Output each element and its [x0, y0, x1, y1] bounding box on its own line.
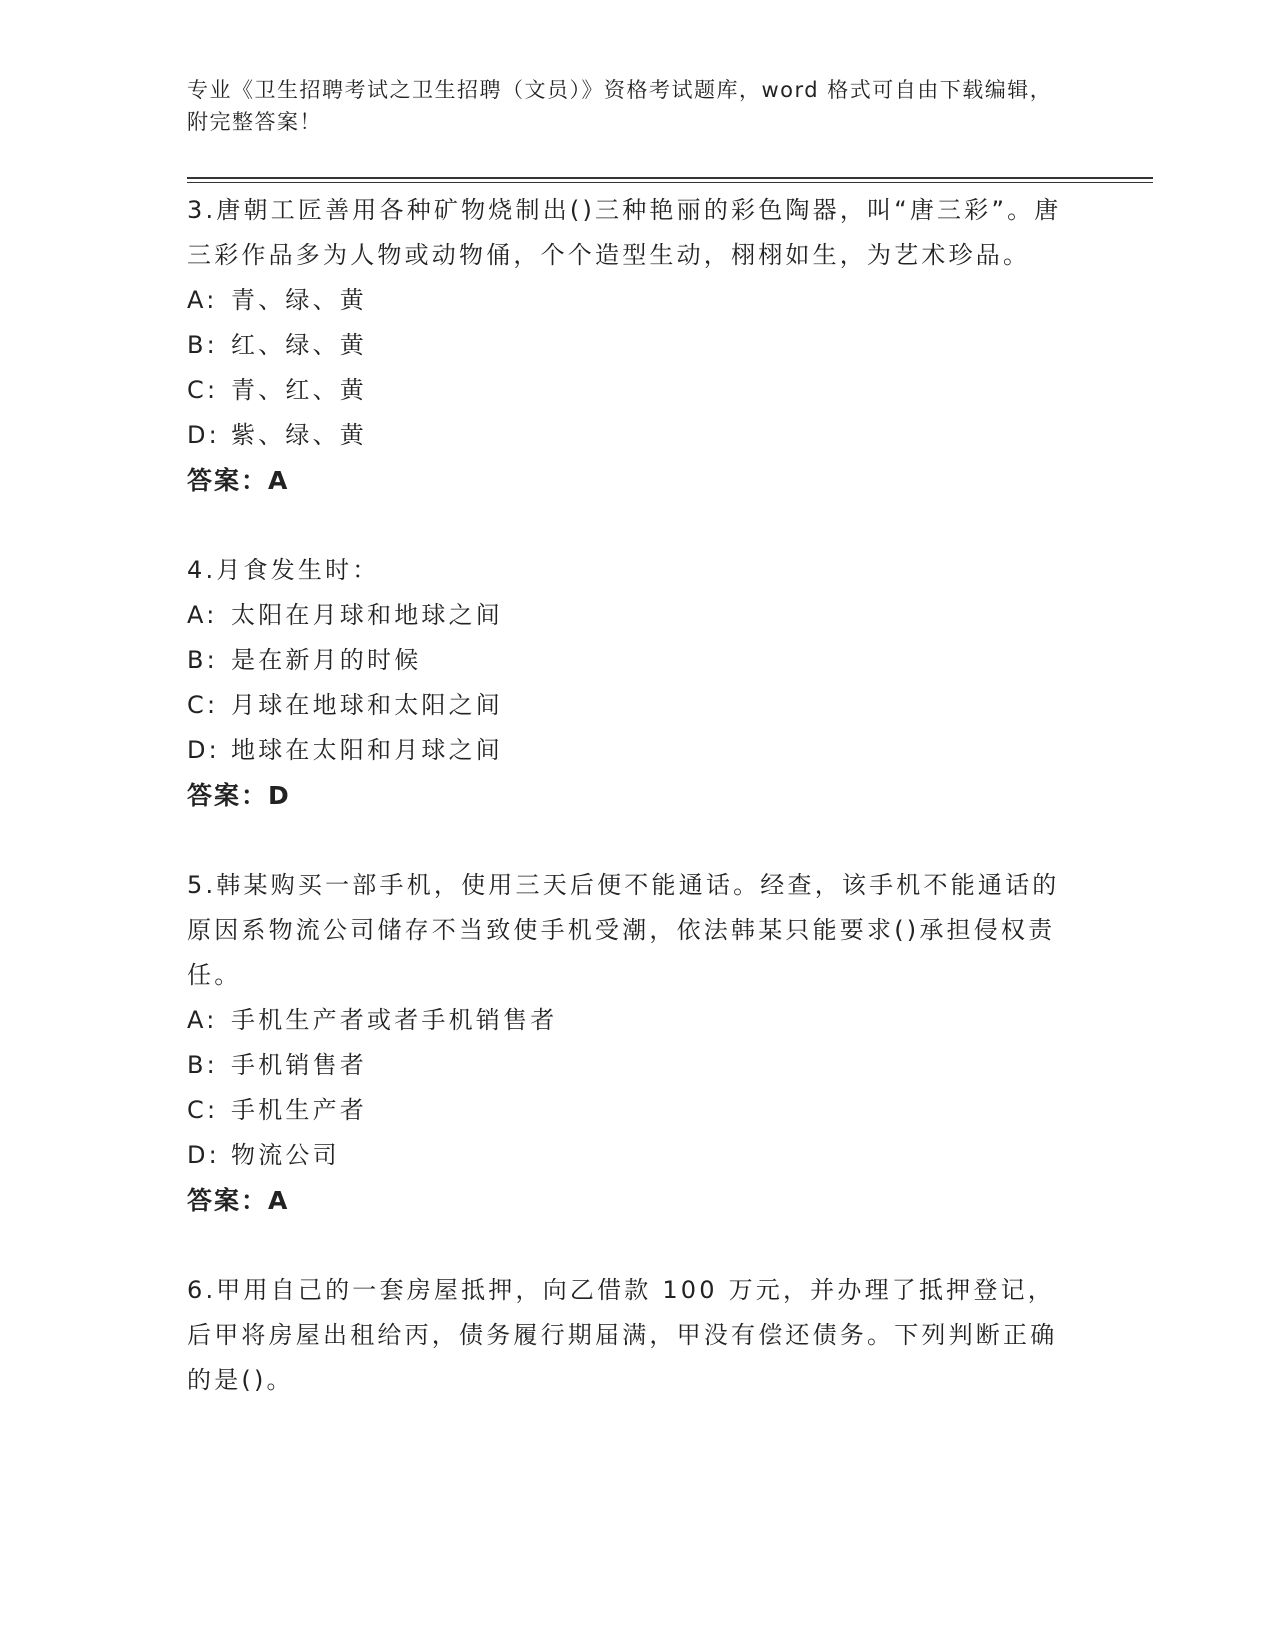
question-6	[187, 1268, 1067, 1403]
question-stem: 3.唐朝工匠善用各种矿物烧制出()三种艳丽的彩色陶器，叫“唐三彩”。唐三彩作品多为人物或动物俑，个个造型生动，栩栩如生，为艺术珍品。	[187, 196, 1062, 269]
option-c	[187, 368, 1067, 413]
answer-line: 答案：A	[187, 1186, 290, 1215]
option-b	[187, 638, 1067, 683]
option-b	[187, 323, 1067, 368]
question-list	[187, 188, 1067, 1403]
option-text: 手机生产者	[231, 1096, 367, 1124]
question-stem: 5.韩某购买一部手机，使用三天后便不能通话。经查，该手机不能通话的原因系物流公司储存不当致使手机受潮，依法韩某只能要求()承担侵权责任。	[187, 871, 1060, 989]
answer-line: 答案：D	[187, 781, 291, 810]
option-text: 青、红、黄	[231, 376, 367, 404]
option-key: D:	[187, 1141, 220, 1169]
option-key: D:	[187, 736, 220, 764]
option-text: 地球在太阳和月球之间	[231, 736, 503, 764]
option-text: 太阳在月球和地球之间	[231, 601, 503, 629]
option-a	[187, 998, 1067, 1043]
option-text: 手机生产者或者手机销售者	[231, 1006, 558, 1034]
option-key: C:	[187, 376, 219, 404]
option-key: B:	[187, 646, 218, 674]
option-text: 物流公司	[231, 1141, 340, 1169]
question-stem: 6.甲用自己的一套房屋抵押，向乙借款 100 万元，并办理了抵押登记，后甲将房屋出租给丙，债务履行期届满，甲没有偿还债务。下列判断正确的是()。	[187, 1276, 1058, 1394]
option-c	[187, 1088, 1067, 1133]
question-gap	[187, 503, 1067, 548]
option-b	[187, 1043, 1067, 1088]
option-text: 是在新月的时候	[231, 646, 422, 674]
option-text: 手机销售者	[231, 1051, 367, 1079]
question-gap	[187, 818, 1067, 863]
question-stem: 4.月食发生时：	[187, 556, 380, 584]
option-key: D:	[187, 421, 220, 449]
header-divider	[187, 177, 1153, 183]
option-text: 青、绿、黄	[231, 286, 367, 314]
option-key: C:	[187, 1096, 219, 1124]
question-3	[187, 188, 1067, 503]
option-text: 紫、绿、黄	[231, 421, 367, 449]
option-d	[187, 728, 1067, 773]
question-gap	[187, 1223, 1067, 1268]
option-key: C:	[187, 691, 219, 719]
option-key: B:	[187, 331, 218, 359]
option-text: 红、绿、黄	[231, 331, 367, 359]
question-4	[187, 548, 1067, 818]
document-header: 专业《卫生招聘考试之卫生招聘（文员）》资格考试题库，word 格式可自由下载编辑，附完整答案！	[187, 78, 1053, 134]
option-key: A:	[187, 1006, 218, 1034]
option-key: A:	[187, 286, 218, 314]
answer-line: 答案：A	[187, 466, 290, 495]
option-d	[187, 1133, 1067, 1178]
option-text: 月球在地球和太阳之间	[231, 691, 503, 719]
option-a	[187, 593, 1067, 638]
option-c	[187, 683, 1067, 728]
question-5	[187, 863, 1067, 1223]
option-a	[187, 278, 1067, 323]
option-key: A:	[187, 601, 218, 629]
option-d	[187, 413, 1067, 458]
option-key: B:	[187, 1051, 218, 1079]
